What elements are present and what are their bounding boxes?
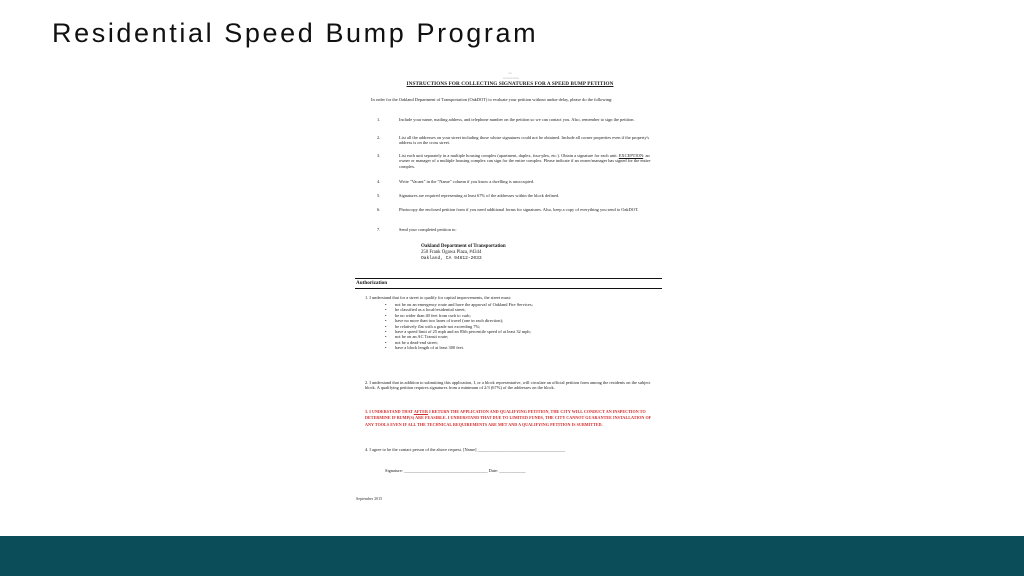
petition-document [355,72,662,504]
step-text: List all the addresses on your street including those whose signatures could not be obtained. Include all corner properties even if the property's address is on the cross street. [399,135,650,146]
requirement-item: • have a speed limit of 25 mph and an 85th percentile speed of at least 32 mph; [385,329,533,334]
mailing-address [421,244,506,262]
footer-band [0,536,1024,576]
faint-header-mark: ▪▪▪ [508,71,512,75]
step-number: 7. [377,227,381,232]
requirement-item: • not be on an emergency route and have the approval of Oakland Fire Services; [385,302,533,307]
address-street: 250 Frank Ogawa Plaza, #4344 [421,250,482,256]
step-number: 6. [377,207,381,212]
faint-header-line: ▪▪▪▪▪▪▪▪▪▪▪▪▪▪▪ [503,76,519,80]
authorization-item-2: 2. I understand that in addition to submitting this application, I, or a block representative, will circulate an official petition form among the residents on the subject block. A qualifying petition requires signatures from a minimum of 2/3 (67%) of the addresses on the block. [365,380,651,391]
step-number: 2. [377,135,381,140]
exception-label: EXCEPTION [618,153,644,158]
step-number: 3. [377,153,381,158]
address-org: Oakland Department of Transportation [421,244,506,249]
signature-date-line: Signature: ______________________________________ Date: ____________ [385,468,526,473]
step-text: Signatures are required representing at least 67% of the addresses within the block defined. [399,193,560,198]
requirement-item: • not be on an AC Transit route; [385,334,533,339]
document-heading: INSTRUCTIONS FOR COLLECTING SIGNATURES FOR A SPEED BUMP PETITION [406,81,614,87]
section-rule [355,278,662,279]
requirements-list [385,302,533,351]
step-text: Send your completed petition to: [399,227,457,232]
step-number: 1. [377,117,381,122]
requirement-item: • be classified as a local/residential street; [385,307,533,312]
requirement-item: • be no wider than 40 feet from curb to curb; [385,313,533,318]
step-text: Write "Vacant" in the "Name" column if you know a dwelling is unoccupied. [399,179,535,184]
authorization-item-3-warning: 3. I UNDERSTAND THAT AFTER I RETURN THE APPLICATION AND QUALIFYING PETITION, THE CITY WILL CONDUCT AN INSPECTION TO DETERMINE IF BUMP(S) ARE FEASIBLE. I UNDERSTAND THAT DUE TO LIMITED FUNDS, THE CITY CANNOT GUARANTEE INSTALLATION OF ANY TOOLS EVEN IF ALL THE TECHNICAL REQUIREMENTS ARE MET AND A QUALIFYING PETITION IS SUBMITTED. [365,409,652,427]
intro-paragraph: In order for the Oakland Department of Transportation (OakDOT) to evaluate your petition without undue delay, please do the following: [371,97,613,102]
requirement-item: • have no more than two lanes of travel (one in each direction); [385,318,533,323]
document-date: September 2015 [356,496,383,501]
step-text: Photocopy the enclosed petition form if you need additional forms for signatures. Also, keep a copy of everything you send to OakDOT. [399,207,639,212]
address-city: Oakland, CA 94612-2033 [421,256,482,262]
requirement-item: • have a block length of at least 300 feet. [385,345,533,350]
authorization-title: Authorization [356,280,388,286]
step-number: 5. [377,193,381,198]
authorization-item-1: 1. I understand that for a street to qualify for capital improvements, the street must: [365,295,512,300]
authorization-item-4: 4. I agree to be the contact person of the above request. [Name] ________________________________________ [365,447,566,452]
step-text: List each unit separately in a multiple housing complex (apartment, duplex, four-plex, etc.). Obtain a signature for each unit. EXCEPTION: an owner or manager of a multiple housing complex can sign for the entire complex. Please indicate if an owner/manager has signed for the entire complex. [399,153,651,169]
step-number: 4. [377,179,381,184]
after-emphasis: AFTER [413,409,428,414]
slide-title: Residential Speed Bump Program [52,18,539,48]
section-rule [355,288,662,289]
item-3-number: 3. [365,409,369,414]
requirement-item: • not be a dead-end street; [385,340,533,345]
step-text: Include your name, mailing address, and telephone number on the petition so we can contact you. Also, remember to sign the petition. [399,117,635,122]
requirement-item: • be relatively flat with a grade not exceeding 7%; [385,324,533,329]
